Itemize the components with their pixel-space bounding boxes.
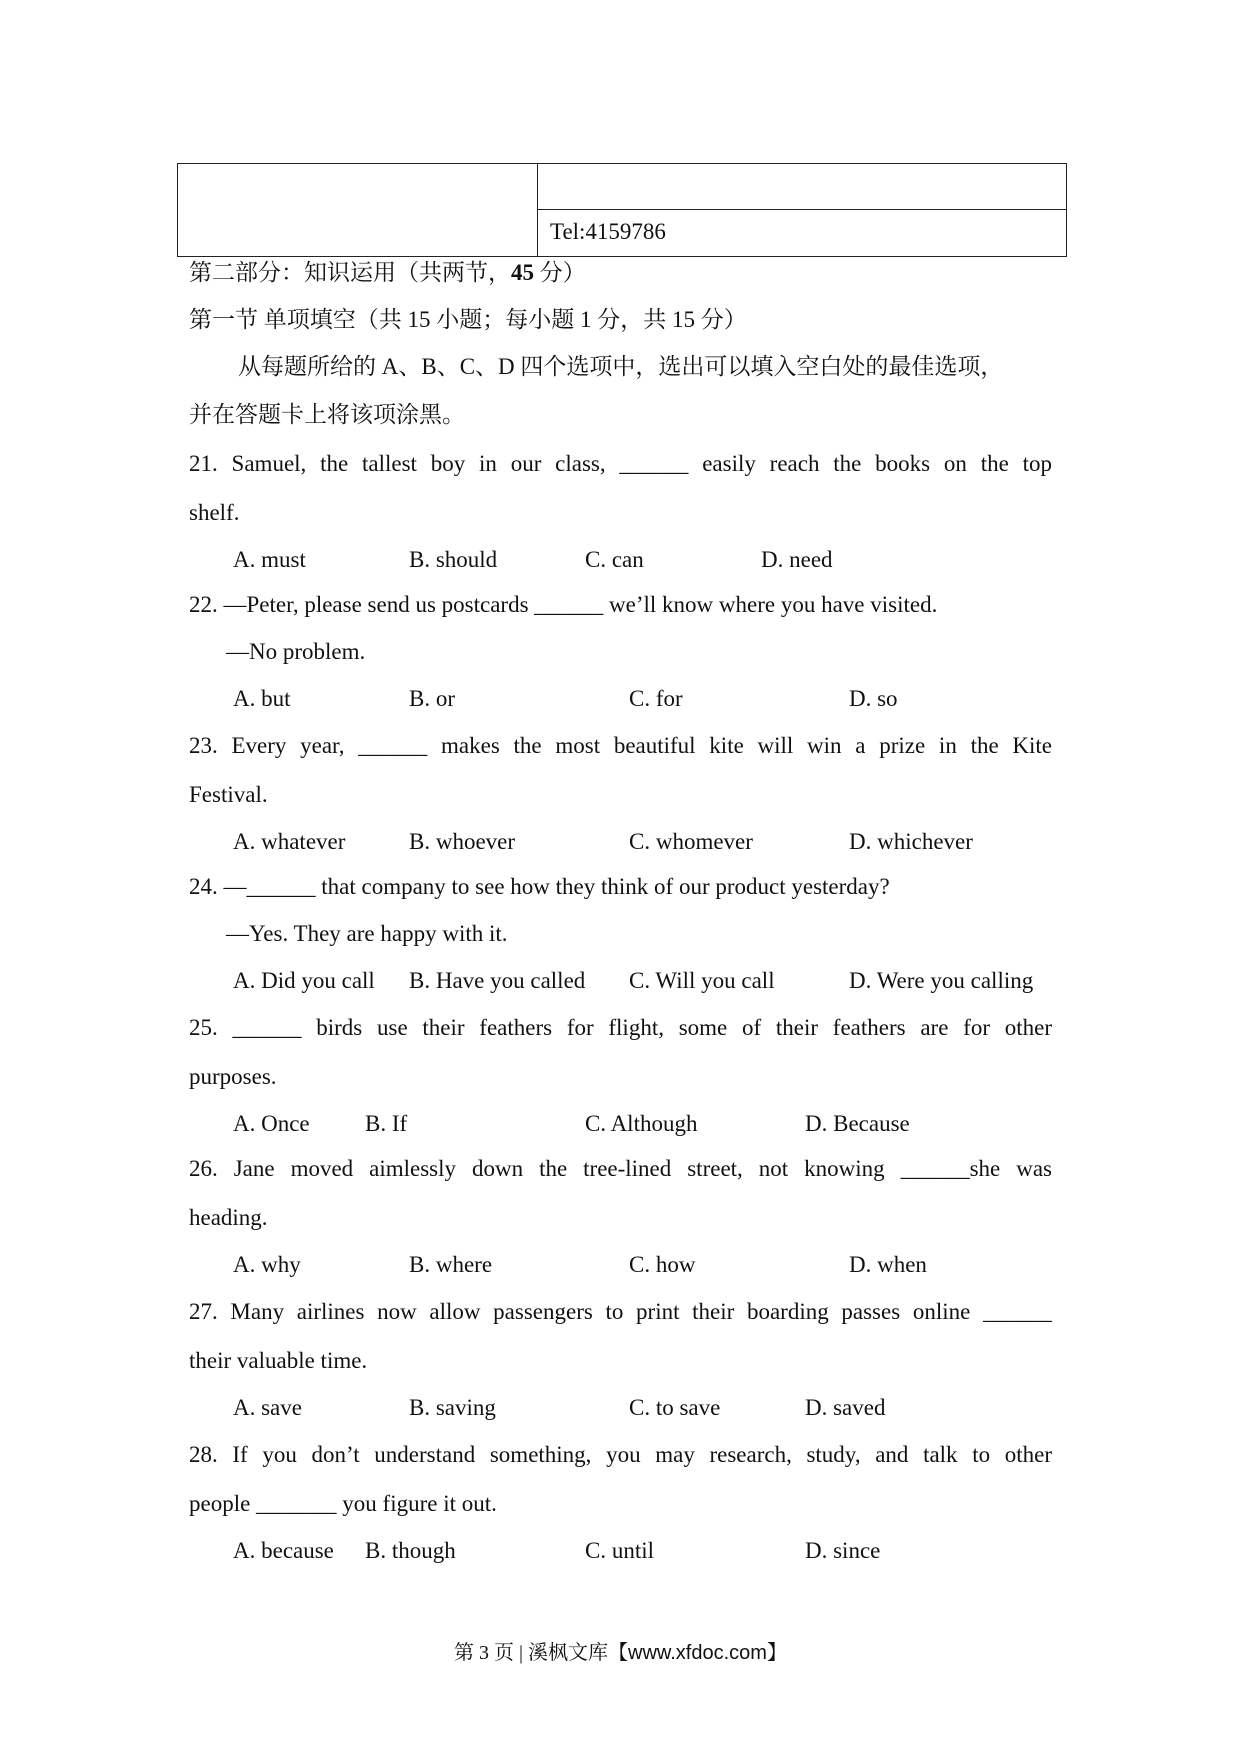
option-22-d: D. so — [849, 686, 898, 711]
option-21-c: C. can — [585, 547, 644, 572]
option-26-c: C. how — [629, 1252, 696, 1277]
page-number: 第 3 页 — [454, 1642, 514, 1664]
question-27-stem: 27. Many airlines now allow passengers to print their boarding passes online ______ — [189, 1299, 1052, 1324]
option-26-b: B. where — [409, 1252, 493, 1277]
option-28-d: D. since — [805, 1538, 881, 1563]
option-24-d: D. Were you calling — [849, 968, 1034, 993]
question-26-stem-cont: heading. — [189, 1205, 268, 1230]
footer-separator: | — [519, 1642, 524, 1664]
option-23-d: D. whichever — [849, 829, 973, 854]
option-24-b: B. Have you called — [409, 968, 586, 993]
option-28-c: C. until — [585, 1538, 655, 1563]
option-23-c: C. whomever — [629, 829, 753, 854]
library-name: 溪枫文库 — [528, 1642, 609, 1664]
option-25-c: C. Although — [585, 1111, 698, 1136]
option-23-b: B. whoever — [409, 829, 516, 854]
question-26-stem: 26. Jane moved aimlessly down the tree-lined street, not knowing ______she was — [189, 1156, 1052, 1181]
option-22-c: C. for — [629, 686, 683, 711]
option-24-c: C. Will you call — [629, 968, 775, 993]
option-27-b: B. saving — [409, 1395, 496, 1420]
question-23-stem-cont: Festival. — [189, 782, 268, 807]
option-25-b: B. If — [365, 1111, 408, 1136]
part-title: 第二部分：知识运用（共两节，45 分） — [189, 260, 586, 285]
option-22-b: B. or — [409, 686, 455, 711]
option-28-b: B. though — [365, 1538, 456, 1563]
header-table — [177, 163, 1067, 257]
option-23-a: A. whatever — [233, 829, 346, 854]
option-26-a: A. why — [233, 1252, 301, 1277]
option-21-d: D. need — [761, 547, 833, 572]
instructions-line2: 并在答题卡上将该项涂黑。 — [189, 402, 465, 427]
option-21-a: A. must — [233, 547, 306, 572]
question-22-reply: —No problem. — [226, 639, 366, 664]
section-title: 第一节 单项填空（共 15 小题；每小题 1 分，共 15 分） — [189, 307, 747, 332]
question-28-stem-cont: people _______ you figure it out. — [189, 1491, 497, 1516]
question-24-stem: 24. —______ that company to see how they think of our product yesterday? — [189, 874, 890, 899]
table-divider — [537, 209, 1066, 210]
option-25-d: D. Because — [805, 1111, 910, 1136]
option-24-a: A. Did you call — [233, 968, 375, 993]
question-22-stem: 22. —Peter, please send us postcards ______ we’ll know where you have visited. — [189, 592, 938, 617]
question-21-stem: 21. Samuel, the tallest boy in our class, ______ easily reach the books on the top — [189, 451, 1052, 476]
question-23-stem: 23. Every year, ______ makes the most beautiful kite will win a prize in the Kite — [189, 733, 1052, 758]
option-27-c: C. to save — [629, 1395, 721, 1420]
option-28-a: A. because — [233, 1538, 334, 1563]
page-footer — [454, 1636, 787, 1665]
instructions-line1: 从每题所给的 A、B、C、D 四个选项中，选出可以填入空白处的最佳选项， — [238, 354, 1004, 379]
option-27-d: D. saved — [805, 1395, 886, 1420]
question-28-stem: 28. If you don’t understand something, you may research, study, and talk to other — [189, 1442, 1052, 1467]
site-link[interactable]: 【www.xfdoc.com】 — [608, 1642, 787, 1664]
tel-number: Tel:4159786 — [550, 219, 666, 244]
question-25-stem-cont: purposes. — [189, 1064, 277, 1089]
option-21-b: B. should — [409, 547, 498, 572]
question-27-stem-cont: their valuable time. — [189, 1348, 368, 1373]
option-27-a: A. save — [233, 1395, 302, 1420]
option-22-a: A. but — [233, 686, 291, 711]
question-21-stem-cont: shelf. — [189, 500, 240, 525]
table-divider — [537, 164, 538, 256]
question-24-reply: —Yes. They are happy with it. — [226, 921, 508, 946]
option-25-a: A. Once — [233, 1111, 310, 1136]
option-26-d: D. when — [849, 1252, 927, 1277]
question-25-stem: 25. ______ birds use their feathers for flight, some of their feathers are for other — [189, 1015, 1052, 1040]
